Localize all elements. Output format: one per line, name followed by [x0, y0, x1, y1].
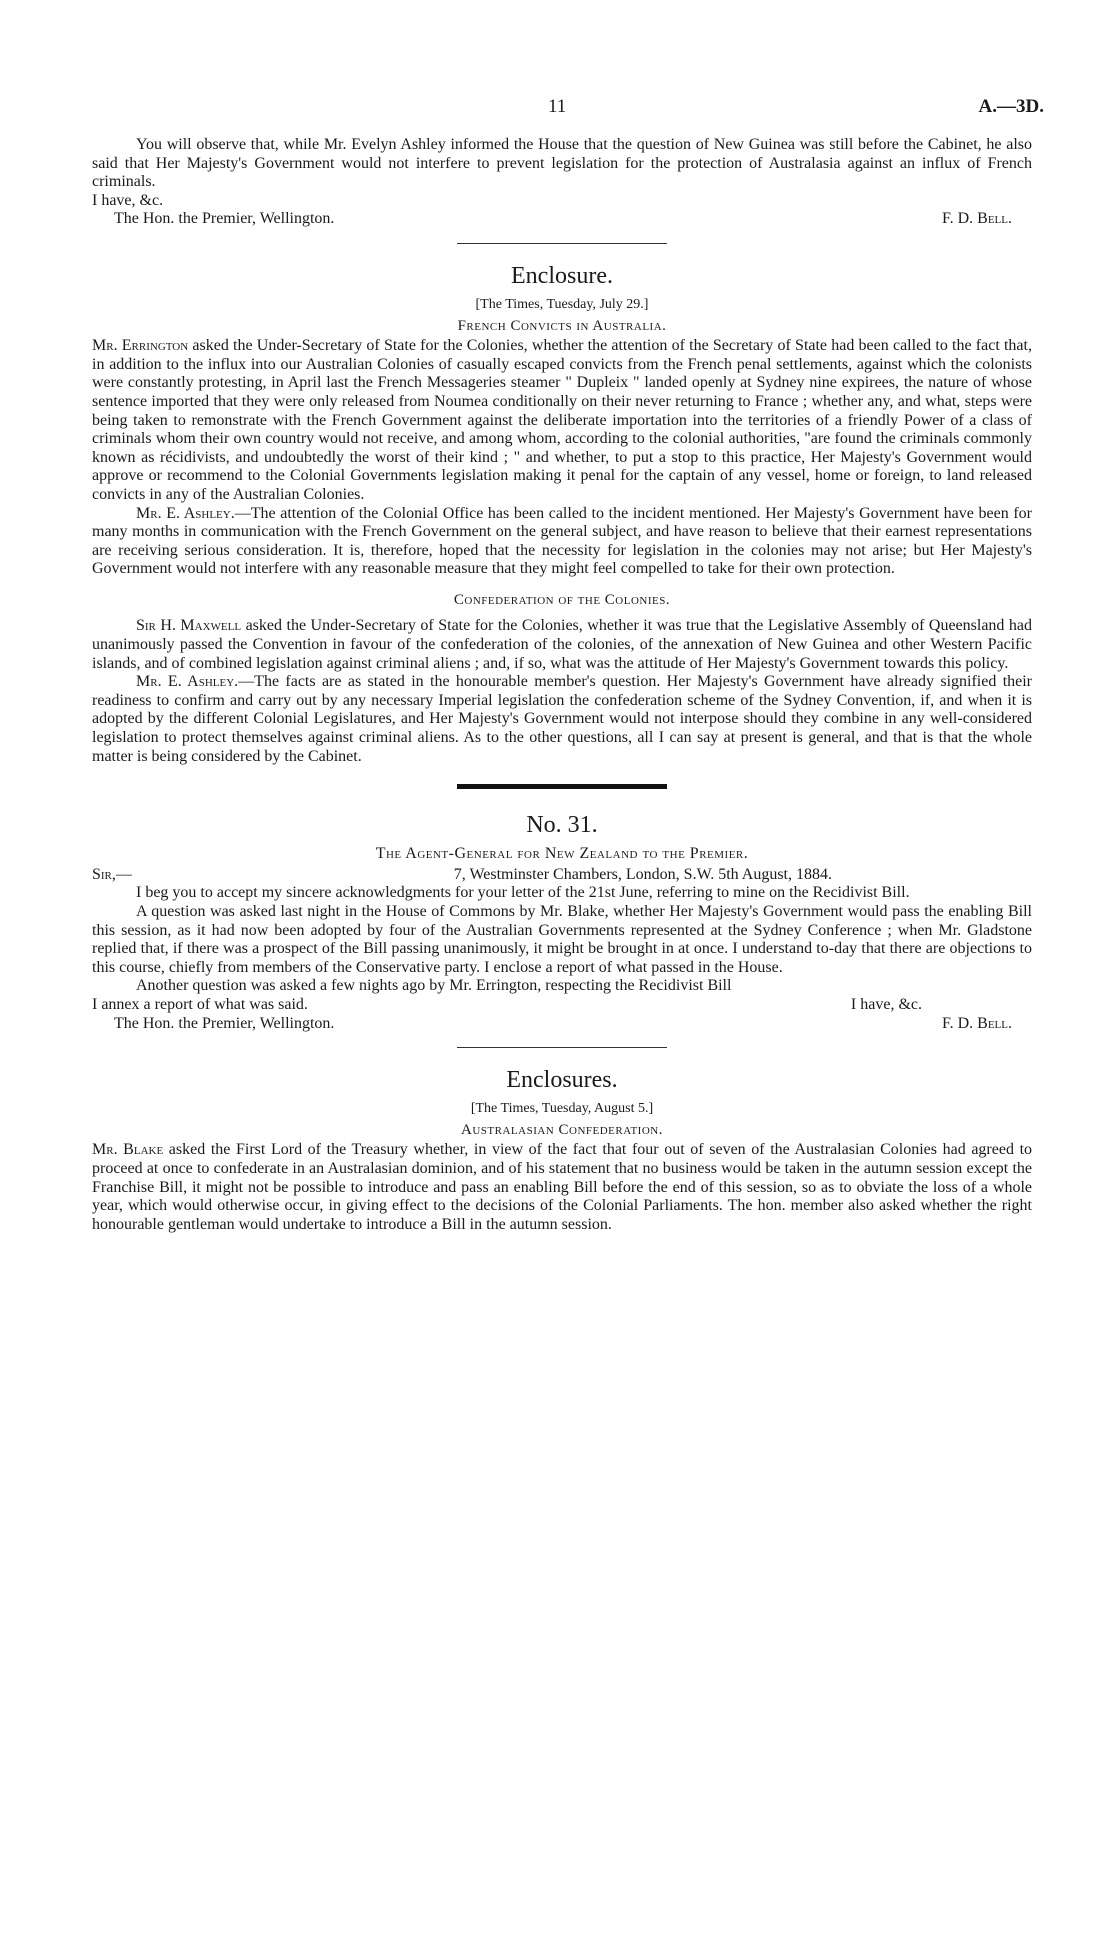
speaker-name: Mr. Blake	[92, 1141, 164, 1159]
letter-addressee: The Hon. the Premier, Wellington.	[114, 1014, 335, 1032]
section-divider	[457, 243, 667, 244]
enclosures-source: [The Times, Tuesday, August 5.]	[470, 1101, 654, 1117]
enclosure-paragraph	[92, 673, 1032, 766]
document-number-heading: No. 31.	[526, 812, 598, 839]
speaker-name: Mr. Errington	[92, 337, 189, 355]
document-reference: A.—3D.	[978, 96, 1044, 117]
letter-closing: I have, &c.	[850, 995, 922, 1013]
letter-title: The Agent-General for New Zealand to the Premier.	[375, 845, 749, 863]
enclosure-paragraph	[92, 505, 1032, 579]
letter-signature-line	[92, 210, 1032, 229]
paragraph-text: —The attention of the Colonial Office has been called to the incident mentioned. Her Majesty's Government have been for many months in communication with the French Government on the general subject, and have reason to believe that their earnest representations are receiving serious consideration. It is, therefore, hoped that the necessity for legislation in the colonies may not arise; but Her Majesty's Government would not interfere with any reasonable measure that they might feel compelled to take for their own protection.	[92, 504, 1032, 578]
letter-paragraph-end: I annex a report of what was said.	[92, 995, 308, 1013]
salutation: Sir,—	[92, 865, 132, 883]
enclosure-subheading: Confederation of the Colonies.	[453, 591, 671, 608]
letter-paragraph: You will observe that, while Mr. Evelyn Ashley informed the House that the question of New Guinea was still before the Cabinet, he also said that Her Majesty's Government would not interfere to prevent legislation for the protection of Australasia against an influx of French criminals.	[92, 136, 1032, 191]
sender-address: 7, Westminster Chambers, London, S.W. 5th August, 1884.	[453, 865, 832, 883]
letter-signature-line	[92, 1015, 1032, 1034]
enclosure-paragraph	[92, 617, 1032, 673]
page-header	[0, 98, 1114, 128]
paragraph-text: asked the Under-Secretary of State for the Colonies, whether it was true that the Legislative Assembly of Queensland had unanimously passed the Convention in favour of the confederation of the colonies, of the annexation of New Guinea and other Western Pacific islands, and of combined legislation against criminal aliens ; and, if so, what was the attitude of Her Majesty's Government towards this policy.	[92, 617, 1033, 672]
enclosure-source: [The Times, Tuesday, July 29.]	[475, 296, 649, 312]
letter-paragraph: Another question was asked a few nights ago by Mr. Errington, respecting the Recidivist Bill	[136, 977, 732, 995]
paragraph-text: —The facts are as stated in the honourable member's question. Her Majesty's Government have already signified their readiness to confirm and carry out by any necessary Imperial legislation the confederation scheme of the Sydney Convention, if, and when it is adopted by the different Colonial Legislatures, and Her Majesty's Government would not interpose should they combine in any well-considered legislation to protect themselves against criminal aliens. As to the other questions, all I can say at present is general, and that is that the whole matter is being considered by the Cabinet.	[92, 673, 1033, 765]
enclosures-subheading: Australasian Confederation.	[461, 1121, 663, 1138]
letter-closing-line	[92, 996, 1032, 1015]
section-divider	[457, 1047, 667, 1048]
enclosures-paragraph	[92, 1141, 1032, 1234]
letter-signature: F. D. Bell.	[941, 1014, 1012, 1032]
letter-signature: F. D. Bell.	[941, 210, 1012, 228]
speaker-name: Mr. E. Ashley.	[136, 504, 235, 522]
paragraph-text: asked the Under-Secretary of State for the Colonies, whether the attention of the Secretary of State had been called to the fact that, in addition to the influx into our Australian Colonies of casually escaped convicts from the French penal settlements, against which the colonists were constantly protesting, in April last the French Messageries steamer " Dupleix " landed openly at Sydney nine expirees, the nature of whose sentence imported that they were only released from Noumea conditionally on their never returning to France ; whether any, and what, steps were being taken to remonstrate with the French Government against the deliberate importation into the territories of a friendly Power of a class of criminals whom their own country would not receive, and among whom, according to the colonial authorities, "are found the criminals commonly known as récidivists, and undoubtedly the worst of their kind ; " and whether, to put a stop to this practice, Her Majesty's Government would approve or recommend to the Colonial Governments legislation making it penal for the captain of any vessel, home or foreign, to land released convicts in any of the Australian Colonies.	[92, 337, 1032, 503]
letter-paragraph: A question was asked last night in the House of Commons by Mr. Blake, whether Her Majesty's Government would pass the enabling Bill this session, as it had now been adopted by four of the Australian Governments represented at the Sydney Conference ; when Mr. Gladstone replied that, if there was a prospect of the Bill passing unanimously, it might be brought in at once. I understand to-day that there are objections to this course, chiefly from members of the Conservative party. I enclose a report of what passed in the House.	[92, 903, 1032, 976]
page-number: 11	[548, 96, 567, 117]
letter-address-line	[92, 866, 1032, 885]
thick-divider	[457, 784, 667, 789]
letter-paragraph: I beg you to accept my sincere acknowledgments for your letter of the 21st June, referring to mine on the Recidivist Bill.	[136, 884, 910, 902]
letter-closing: I have, &c.	[92, 191, 164, 209]
letter-continuation	[92, 136, 1032, 1234]
speaker-name: Mr. E. Ashley.	[136, 673, 239, 691]
speaker-name: Sir H. Maxwell	[136, 617, 242, 635]
letter-addressee: The Hon. the Premier, Wellington.	[114, 210, 335, 228]
enclosure-heading: Enclosure.	[511, 262, 613, 289]
enclosures-heading: Enclosures.	[506, 1067, 618, 1094]
enclosure-paragraph	[92, 337, 1032, 504]
paragraph-text: asked the First Lord of the Treasury whether, in view of the fact that four out of seven of the Australasian Colonies had agreed to proceed at once to confederate in an Australasian dominion, and of his statement that no business would be taken in the autumn session except the Franchise Bill, it might not be possible to introduce and pass an enabling Bill before the end of this session, so as to obviate the loss of a whole year, which would otherwise occur, in giving effect to the decisions of the Colonial Parliaments. The hon. member also asked whether the right honourable gentleman would undertake to introduce a Bill in the autumn session.	[92, 1141, 1033, 1233]
enclosure-subheading: French Convicts in Australia.	[457, 317, 667, 334]
